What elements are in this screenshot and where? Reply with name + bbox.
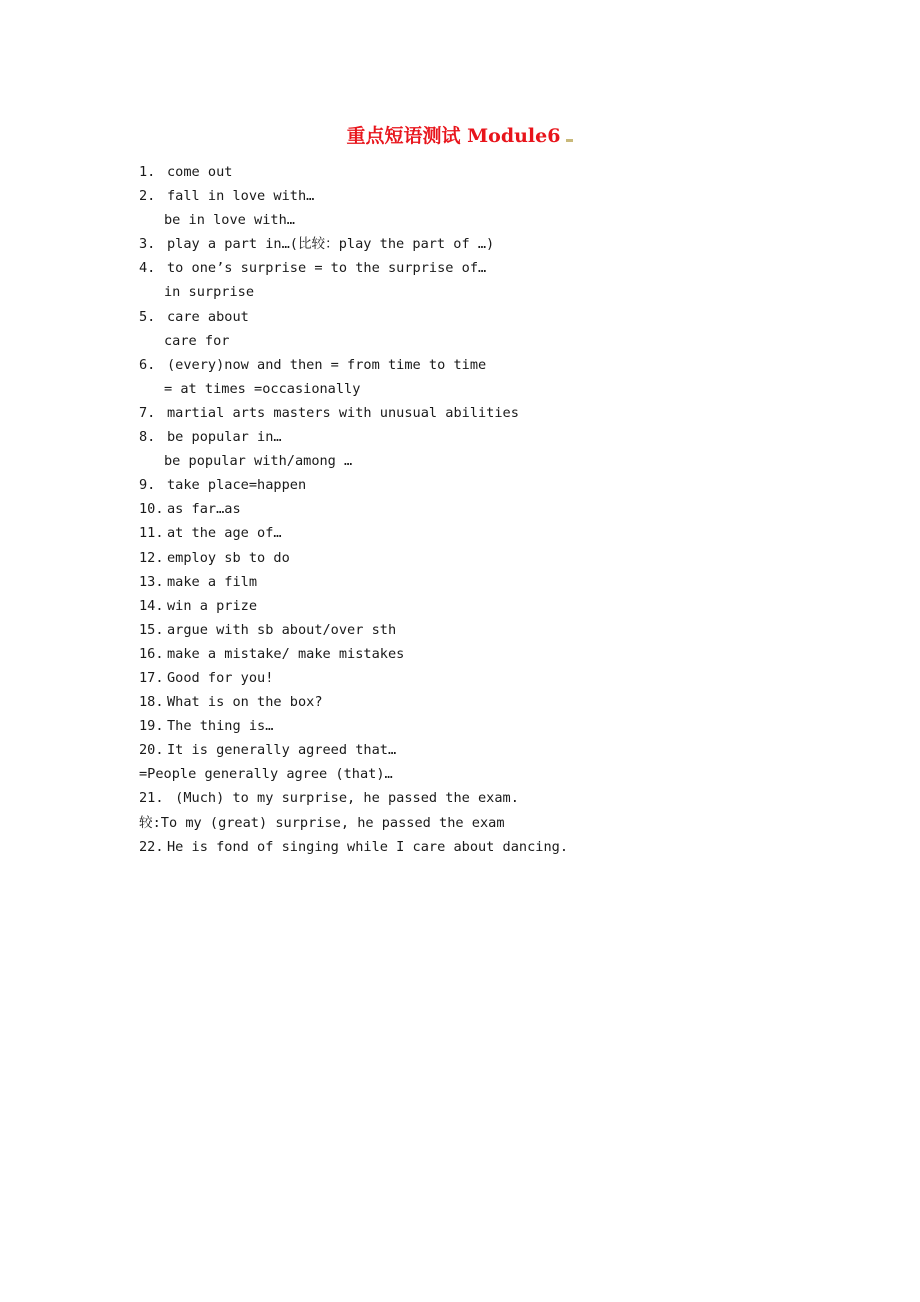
item-number: 6.	[139, 356, 156, 373]
item-text: make a mistake/ make mistakes	[167, 645, 405, 662]
item-number: 1.	[139, 164, 156, 180]
phrase-item-16	[139, 642, 839, 666]
item-number: 20.	[139, 742, 164, 759]
phrase-item-6-cont	[139, 377, 839, 401]
item-number: 15.	[139, 621, 164, 638]
phrase-item-20	[139, 738, 839, 762]
item-number: 8.	[139, 429, 156, 446]
item-text: Good for you!	[167, 669, 274, 686]
phrase-item-8	[139, 425, 839, 449]
phrase-item-9	[139, 473, 839, 497]
item-number: 10.	[139, 501, 164, 518]
phrase-item-3	[139, 232, 839, 256]
item-text: care about	[167, 308, 249, 325]
item-text: =People generally agree (that)…	[139, 766, 393, 783]
item-number: 12.	[139, 549, 164, 566]
phrase-item-17	[139, 666, 839, 690]
phrase-item-5	[139, 305, 839, 329]
item-number: 18.	[139, 694, 164, 711]
item-number: 16.	[139, 645, 164, 662]
phrase-item-8-cont	[139, 449, 839, 473]
item-text: come out	[167, 164, 233, 180]
item-text: He is fond of singing while I care about dancing.	[167, 838, 569, 855]
item-text: (every)now and then = from time to time	[167, 356, 487, 373]
phrase-item-15	[139, 618, 839, 642]
item-text: take place=happen	[167, 477, 307, 494]
phrase-item-13	[139, 570, 839, 594]
item-number: 2.	[139, 188, 156, 205]
item-text: at the age of…	[167, 525, 282, 542]
item-number: 19.	[139, 718, 164, 735]
item-text: be in love with…	[164, 212, 295, 229]
item-text: care for	[164, 332, 230, 349]
document-title	[0, 122, 920, 150]
item-text: It is generally agreed that…	[167, 742, 397, 759]
item-text: (Much) to my surprise, he passed the exam.	[167, 790, 519, 807]
phrase-item-18	[139, 690, 839, 714]
phrase-item-2-cont	[139, 208, 839, 232]
item-number: 11.	[139, 525, 164, 542]
item-number: 21.	[139, 790, 164, 807]
item-number: 14.	[139, 597, 164, 614]
item-text: win a prize	[167, 597, 258, 614]
phrase-item-12	[139, 546, 839, 570]
item-text: be popular in…	[167, 429, 282, 446]
item-number: 9.	[139, 477, 156, 494]
phrase-item-4	[139, 256, 839, 280]
item-number: 7.	[139, 404, 156, 421]
item-text: employ sb to do	[167, 549, 290, 566]
item-text: argue with sb about/over sth	[167, 621, 397, 638]
phrase-item-20-cont	[139, 762, 839, 786]
item-text: be popular with/among …	[164, 453, 353, 470]
edit-marker-icon	[566, 139, 573, 142]
phrase-item-1	[139, 160, 839, 184]
item-number: 3.	[139, 236, 156, 253]
phrase-item-14	[139, 594, 839, 618]
item-number: 22.	[139, 838, 164, 855]
item-text: What is on the box?	[167, 694, 323, 711]
phrase-item-4-cont	[139, 280, 839, 304]
item-text: The thing is…	[167, 718, 274, 735]
title-text: 重点短语测试 Module6	[346, 125, 561, 147]
phrase-list	[139, 160, 839, 859]
item-number: 13.	[139, 573, 164, 590]
phrase-item-6	[139, 353, 839, 377]
item-text: to one’s surprise = to the surprise of…	[167, 260, 487, 277]
phrase-item-22	[139, 835, 839, 859]
phrase-item-5-cont	[139, 329, 839, 353]
item-text: as far…as	[167, 501, 241, 518]
phrase-item-21	[139, 786, 839, 810]
item-text: 较:To my (great) surprise, he passed the exam	[139, 814, 505, 831]
item-number: 4.	[139, 260, 156, 277]
item-number: 5.	[139, 308, 156, 325]
phrase-item-19	[139, 714, 839, 738]
phrase-item-10	[139, 497, 839, 521]
item-text: = at times =occasionally	[164, 380, 361, 397]
item-text: make a film	[167, 573, 258, 590]
item-text: fall in love with…	[167, 188, 315, 205]
phrase-item-11	[139, 521, 839, 545]
item-text: martial arts masters with unusual abilities	[167, 404, 519, 421]
item-text: play a part in…(比较：play the part of …)	[167, 236, 495, 253]
phrase-item-2	[139, 184, 839, 208]
phrase-item-7	[139, 401, 839, 425]
phrase-item-21-cont	[139, 811, 839, 835]
item-number: 17.	[139, 669, 164, 686]
item-text: in surprise	[164, 284, 255, 301]
